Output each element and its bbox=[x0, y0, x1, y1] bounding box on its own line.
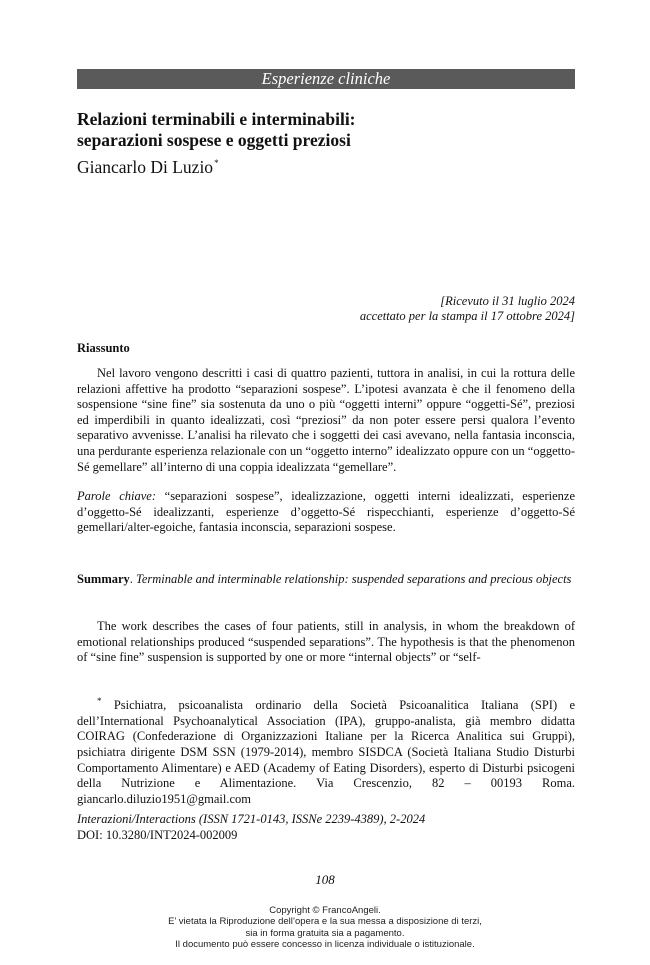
journal-citation bbox=[77, 812, 425, 843]
page-number: 108 bbox=[315, 872, 335, 887]
author-footnote-mark[interactable]: * bbox=[214, 158, 219, 168]
summary-label: Summary bbox=[77, 572, 130, 586]
accepted-date: accettato per la stampa il 17 ottobre 2024] bbox=[359, 309, 575, 323]
keywords-paragraph bbox=[77, 489, 575, 536]
author-name: Giancarlo Di Luzio bbox=[77, 156, 214, 177]
section-header-bar bbox=[77, 69, 575, 89]
summary-heading: Summary. Terminable and interminable relationship: suspended separations and precious objects bbox=[77, 572, 572, 586]
article-title-line-2: separazioni sospese e oggetti preziosi bbox=[77, 130, 351, 150]
keywords-list: “separazioni sospese”, idealizzazione, oggetti interni idealizzati, esperienze d’oggetto-Sé idealizzanti, esperienze d’oggetto-Sé rispecchianti, esperienze d’oggetto-Sé gemellari/alter-egoiche, fantasia inconscia, separazioni sospese. bbox=[77, 489, 576, 535]
copyright-line-2: E’ vietata la Riproduzione dell’opera e la sua messa a disposizione di terzi, bbox=[168, 916, 482, 928]
article-title bbox=[77, 109, 577, 151]
section-title: Esperienze cliniche bbox=[261, 69, 391, 88]
summary-body: The work describes the cases of four patients, still in analysis, in whom the breakdown of emotional relationships produced “suspended separations”. The hypothesis is that the phenomenon of “sine fine” suspension is supported by one or more “internal objects” or “self- bbox=[77, 619, 575, 665]
copyright-notice bbox=[0, 905, 650, 950]
received-date: [Ricevuto il 31 luglio 2024 bbox=[440, 294, 575, 308]
footnote-text: Psichiatra, psicoanalista ordinario della Società Psicoanalitica Italiana (SPI) e dell’International Psychoanalytical Association (IPA), gruppo-analista, già membro didatta COIRAG (Confederazione di Organizzazioni Italiane per la Ricerca Analitica sui Gruppi), psichiatra dirigente DSM SSN (1979-2014), membro SISDCA (Società Italiana Studio Disturbi Comportamento Alimentare) e AED (Academy of Eating Disorders), esperto di Disturbi psicogeni della Nutrizione e Alimentazione. Via Crescenzio, 82 – 00193 Roma. giancarlo.diluzio1951@gmail.com bbox=[77, 698, 575, 806]
article-author bbox=[77, 153, 219, 178]
journal-reference: Interazioni/Interactions (ISSN 1721-0143, ISSNe 2239-4389), 2-2024 bbox=[77, 812, 426, 826]
copyright-line-3: sia in forma gratuita sia a pagamento. bbox=[245, 927, 405, 939]
footnote-mark: * bbox=[97, 696, 102, 706]
received-accepted-dates bbox=[155, 294, 575, 324]
abstract-heading: Riassunto bbox=[77, 341, 130, 355]
article-title-line-1: Relazioni terminabili e interminabili: bbox=[77, 109, 356, 129]
summary-title: Terminable and interminable relationship: suspended separations and precious objects bbox=[136, 572, 572, 586]
abstract-body: Nel lavoro vengono descritti i casi di quattro pazienti, tuttora in analisi, in cui la rottura delle relazioni affettive ha prodotto “separazioni sospese”. L’ipotesi avanzata è che il fenomeno della sospensione “sine fine” sia sostenuta da uno o più “oggetti interni” oppure “oggetti-Sé”, preziosi ed imperdibili in quanto idealizzati, così “preziosi” da non poter essere persi qualora l’evento separativo avvenisse. L’analisi ha rilevato che i soggetti dei casi avevano, nella fantasia inconscia, una perdurante esperienza relazionale con un “oggetto interno” idealizzato oppure con un “oggetto-Sé gemellare” all’interno di una coppia idealizzata “gemellare”. bbox=[77, 366, 575, 474]
copyright-line-1: Copyright © FrancoAngeli. bbox=[269, 905, 381, 916]
keywords-label: Parole chiave: bbox=[77, 489, 156, 503]
author-footnote bbox=[77, 694, 575, 807]
doi-reference[interactable]: DOI: 10.3280/INT2024-002009 bbox=[77, 827, 238, 842]
copyright-line-4: Il documento può essere concesso in licenza individuale o istituzionale. bbox=[175, 938, 475, 950]
